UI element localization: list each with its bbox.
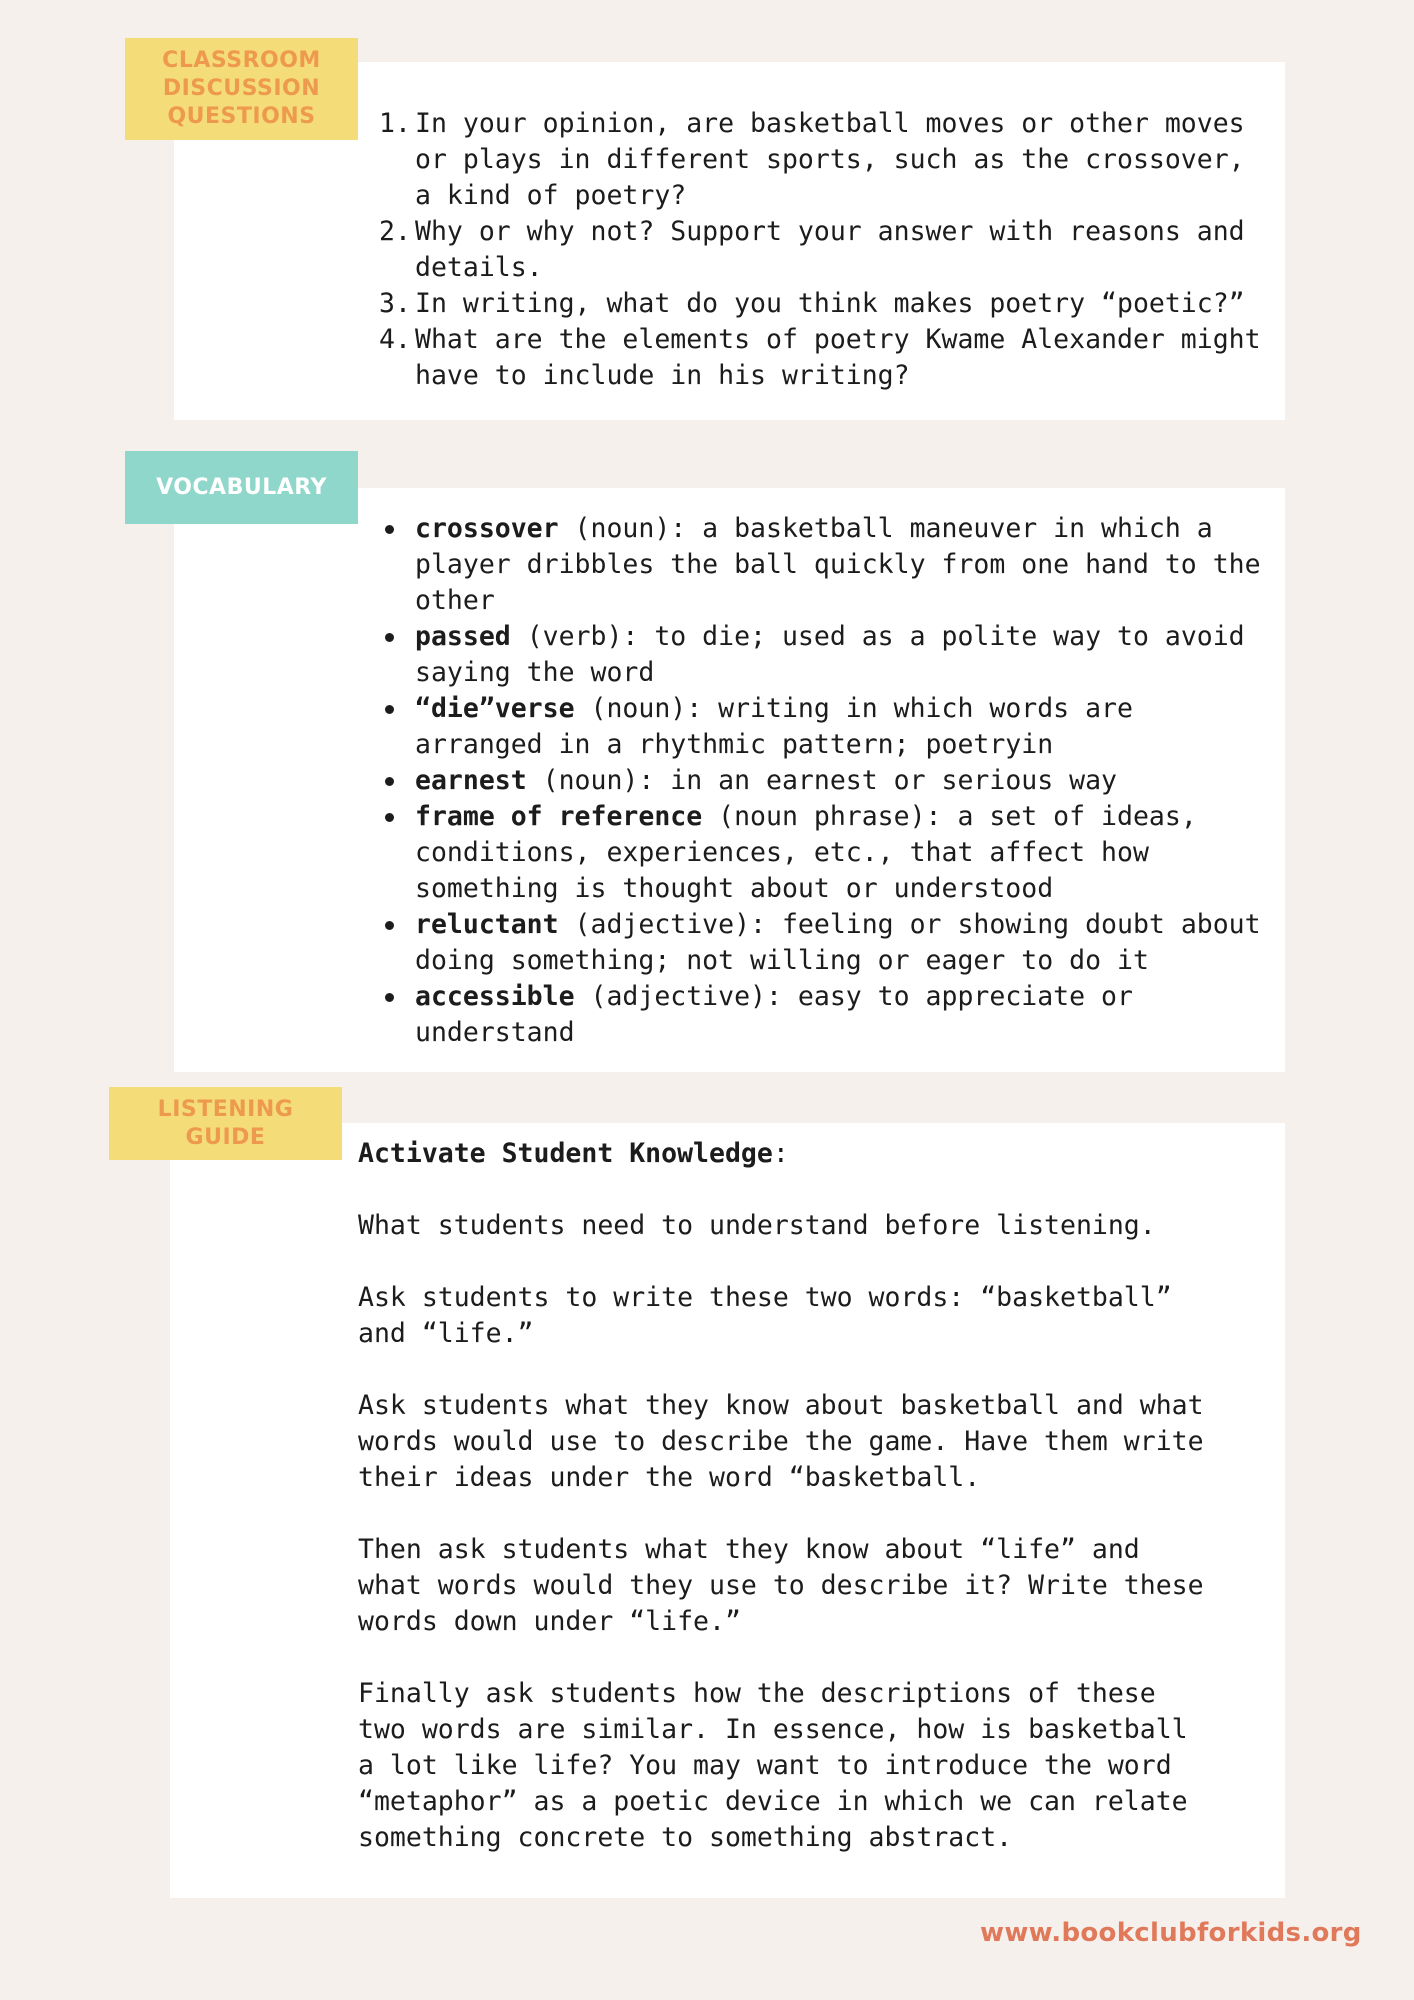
listening-heading-colon: :	[772, 1138, 789, 1169]
vocab-term: passed	[415, 621, 511, 652]
vocabulary-tag-label: VOCABULARY	[156, 474, 327, 500]
vocab-term: accessible	[415, 981, 575, 1012]
vocab-definition: (adjective): easy to appreciate or understand	[415, 981, 1133, 1048]
vocab-term: crossover	[415, 513, 559, 544]
vocab-item	[383, 619, 1263, 691]
question-number: 2.	[379, 216, 411, 247]
vocab-term: frame of reference	[415, 801, 703, 832]
discussion-questions	[379, 106, 1263, 394]
listening-heading	[358, 1136, 1208, 1172]
listening-paragraph: Finally ask students how the descriptions of these two words are similar. In essence, how is basketball a lot like life? You may want to introduce the word “metaphor” as a poetic device in which we can relate something concrete to something abstract.	[358, 1678, 1188, 1853]
question-number: 3.	[379, 288, 411, 319]
vocab-term: “die”verse	[415, 693, 575, 724]
question-item	[379, 286, 1263, 322]
bullet-icon	[385, 525, 394, 534]
vocab-definition: (adjective): feeling or showing doubt about doing something; not willing or eager to do it	[415, 909, 1261, 976]
bullet-icon	[385, 813, 394, 822]
listening-guide-body	[358, 1136, 1208, 1856]
vocab-definition: (noun): a basketball maneuver in which a player dribbles the ball quickly from one hand to the other	[415, 513, 1261, 616]
listening-paragraph: What students need to understand before listening.	[358, 1210, 1156, 1241]
bullet-icon	[385, 921, 394, 930]
question-text: In writing, what do you think makes poetry “poetic?”	[415, 288, 1245, 319]
listening-tag	[109, 1087, 342, 1160]
vocab-definition: (noun phrase): a set of ideas, conditions, experiences, etc., that affect how something is thought about or understood	[415, 801, 1197, 904]
vocab-definition: (noun): in an earnest or serious way	[526, 765, 1117, 796]
vocab-term: earnest	[415, 765, 527, 796]
question-number: 1.	[379, 108, 411, 139]
bullet-icon	[385, 777, 394, 786]
question-text: Why or why not? Support your answer with reasons and details.	[415, 216, 1245, 283]
footer-url[interactable]: www.bookclubforkids.org	[980, 1918, 1362, 1948]
vocab-term: reluctant	[415, 909, 559, 940]
vocab-item	[383, 763, 1263, 799]
bullet-icon	[385, 993, 394, 1002]
question-text: In your opinion, are basketball moves or other moves or plays in different sports, such as the crossover, a kind of poetry?	[415, 108, 1245, 211]
vocab-item	[383, 691, 1263, 763]
listening-tag-line: GUIDE	[185, 1124, 266, 1150]
vocabulary-tag	[125, 451, 358, 524]
discussion-tag	[125, 38, 358, 140]
vocab-item	[383, 907, 1263, 979]
vocab-item	[383, 979, 1263, 1051]
question-text: What are the elements of poetry Kwame Alexander might have to include in his writing?	[415, 324, 1261, 391]
question-item	[379, 214, 1263, 286]
listening-paragraph: Then ask students what they know about “life” and what words would they use to describe it? Write these words down under “life.”	[358, 1534, 1204, 1637]
discussion-tag-line: QUESTIONS	[167, 104, 316, 129]
question-item	[379, 322, 1263, 394]
vocab-item	[383, 511, 1263, 619]
discussion-tag-line: DISCUSSION	[162, 76, 321, 101]
listening-paragraph: Ask students what they know about basketball and what words would use to describe the game. Have them write their ideas under the word “basketball.	[358, 1390, 1204, 1493]
vocab-definition: (verb): to die; used as a polite way to avoid saying the word	[415, 621, 1245, 688]
vocab-item	[383, 799, 1263, 907]
vocabulary-list	[383, 511, 1263, 1051]
listening-paragraph: Ask students to write these two words: “basketball” and “life.”	[358, 1282, 1172, 1349]
discussion-tag-line: CLASSROOM	[162, 48, 321, 73]
vocab-definition: (noun): writing in which words are arranged in a rhythmic pattern; poetryin	[415, 693, 1133, 760]
question-item	[379, 106, 1263, 214]
bullet-icon	[385, 633, 394, 642]
listening-tag-line: LISTENING	[157, 1096, 294, 1122]
listening-heading-bold: Activate Student Knowledge	[358, 1138, 773, 1169]
question-number: 4.	[379, 324, 411, 355]
bullet-icon	[385, 705, 394, 714]
